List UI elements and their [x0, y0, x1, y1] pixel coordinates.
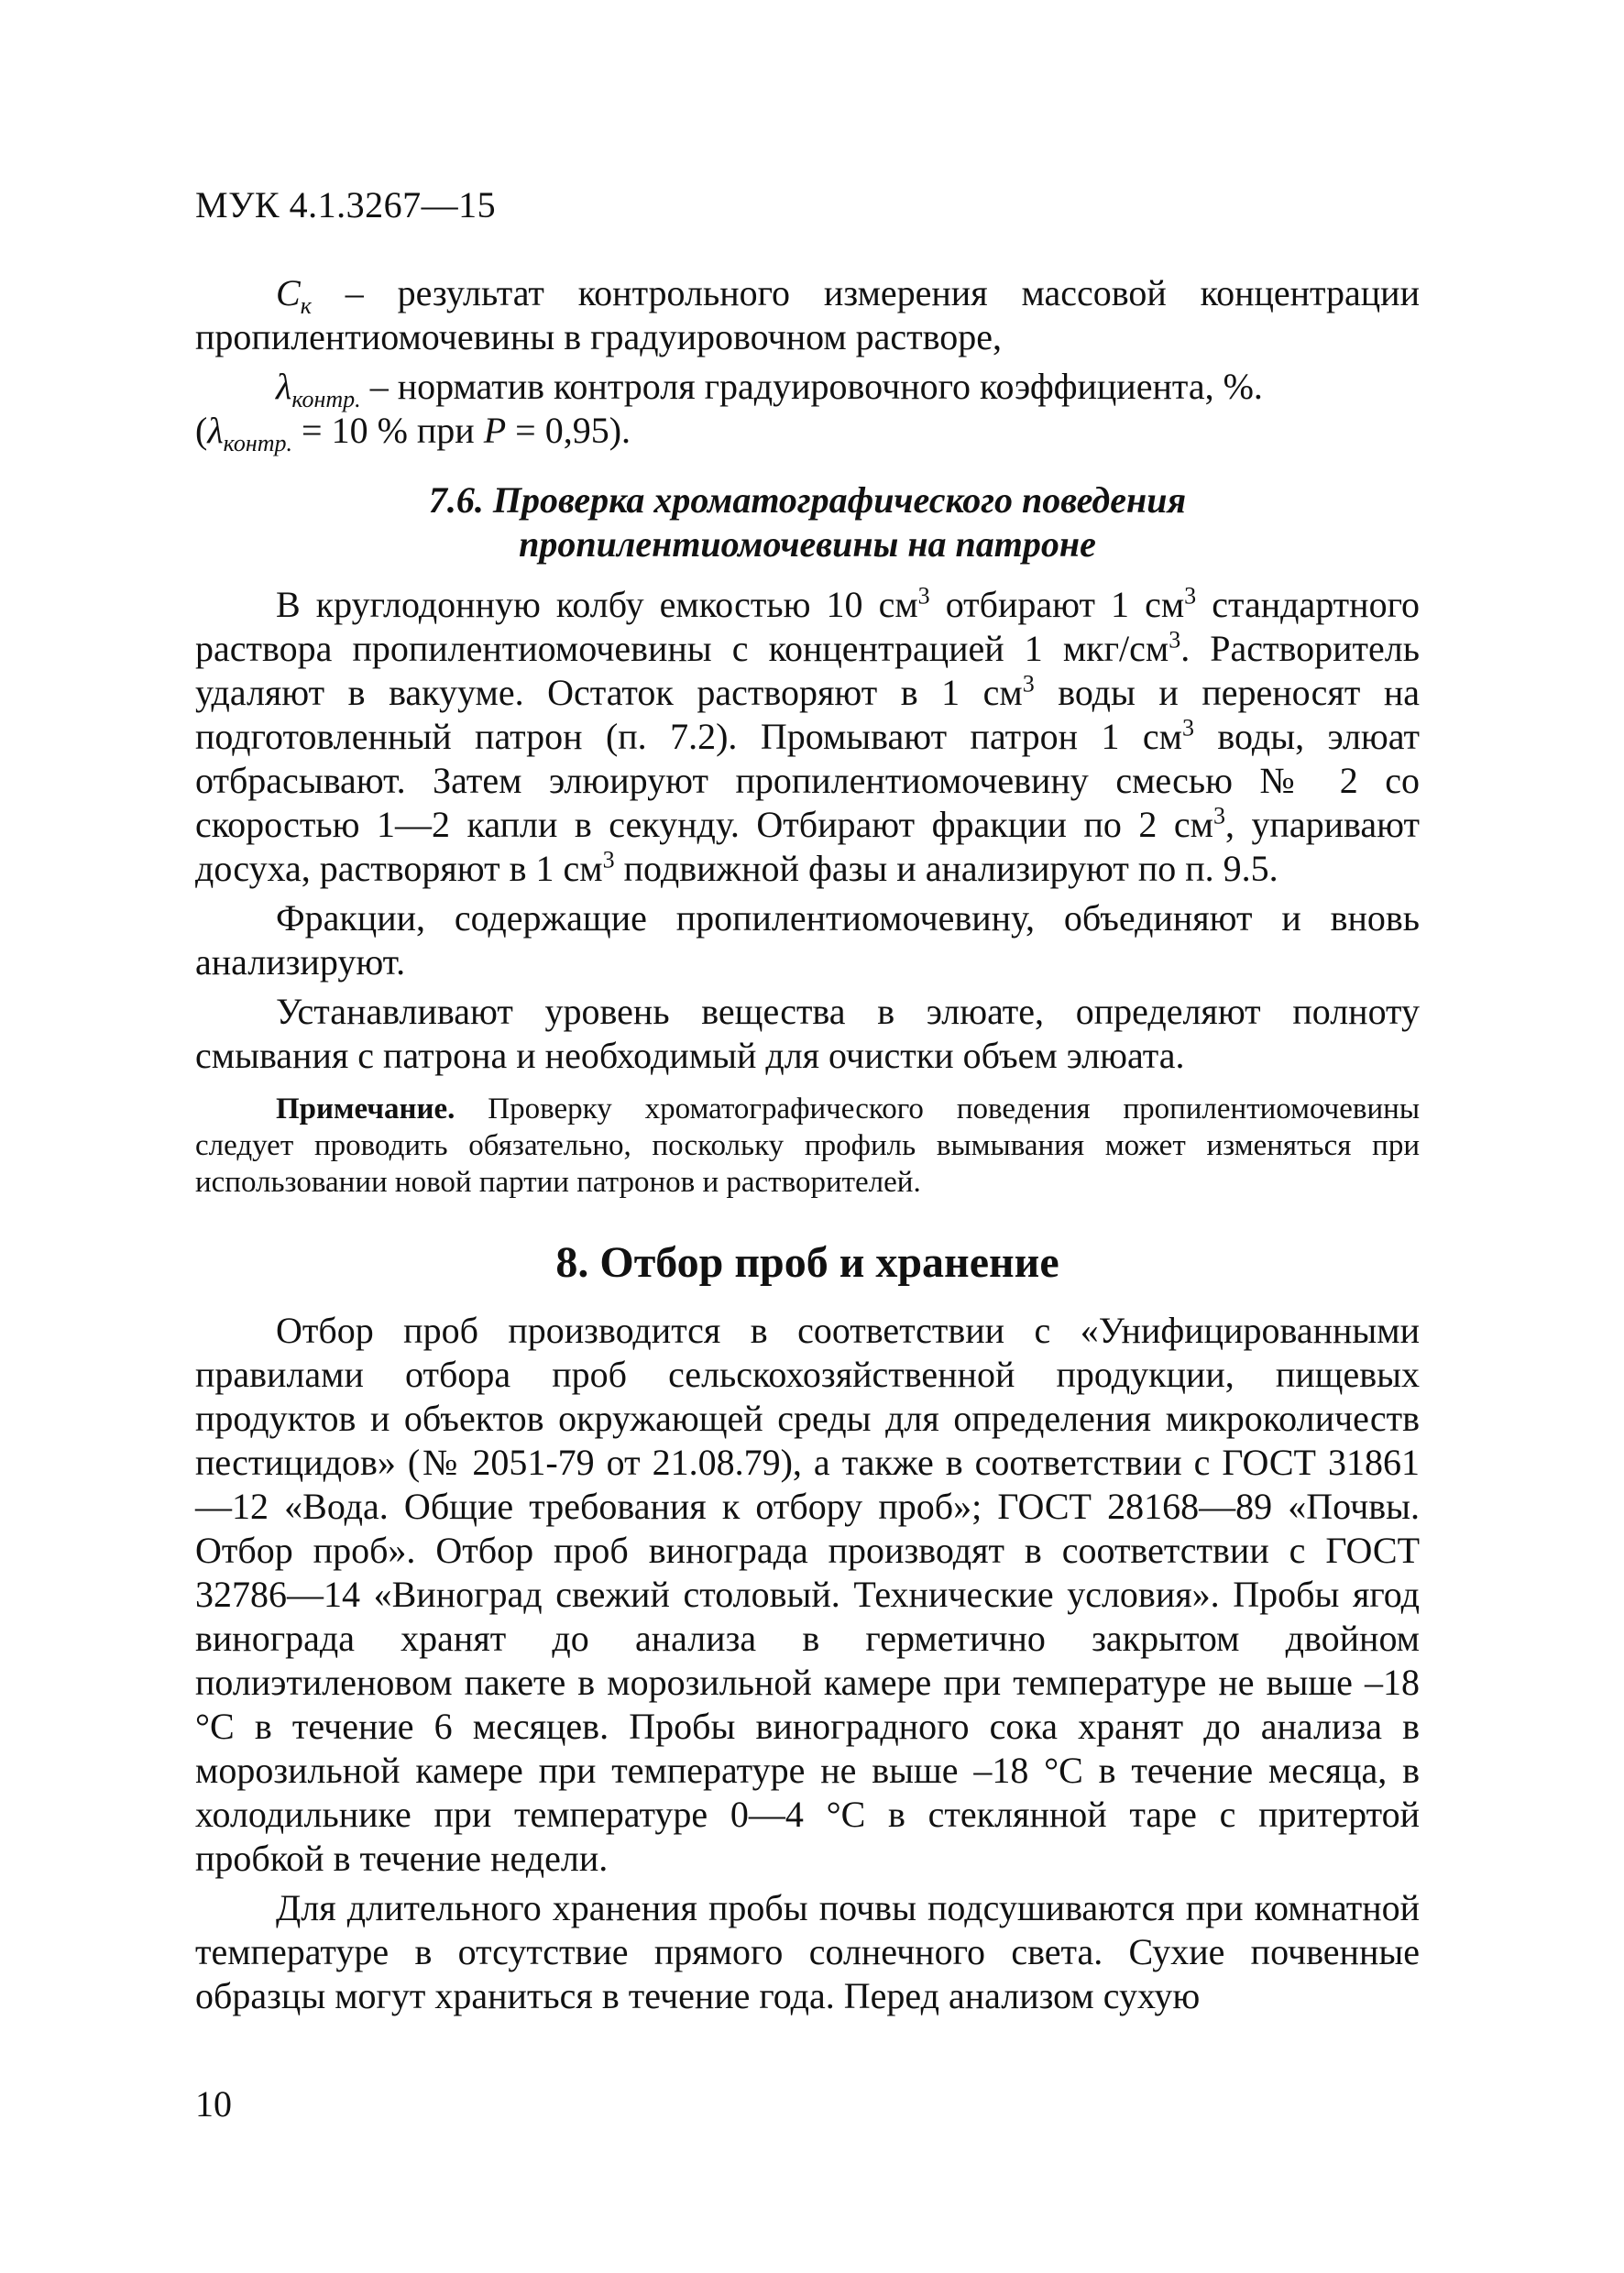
ck-symbol: С [276, 272, 301, 313]
lambda-symbol-2: λ [207, 410, 224, 451]
subsection-paragraph-1 [195, 583, 1420, 891]
p-symbol: P [483, 410, 507, 451]
sup-cubed-6: 3 [1213, 802, 1225, 829]
subsection-title [195, 478, 1420, 566]
p-value-text: = 0,95). [506, 410, 631, 451]
section-8-title: 8. Отбор проб и хранение [555, 1238, 1059, 1287]
sup-cubed-2: 3 [1184, 582, 1197, 609]
p1-segment-3: стандартного раствора пропилентиомочевины с концентрацией 1 мкг/см [195, 584, 1420, 669]
lambda-symbol: λ [276, 366, 292, 407]
ck-subscript: к [300, 292, 312, 319]
p1-segment-5: воды и переносят на подготовленный патрон (п. 7.2). Промывают патрон 1 см [195, 672, 1420, 757]
lambda-value-text: = 10 % при [292, 410, 484, 451]
definition-lambda [195, 365, 1420, 456]
sup-cubed-3: 3 [1169, 626, 1181, 653]
sup-cubed-1: 3 [917, 582, 930, 609]
subsection-paragraph-3: Устанавливают уровень вещества в элюате, определяют полноту смывания с патрона и необходимый для очистки объем элюата. [195, 991, 1420, 1076]
sup-cubed-4: 3 [1022, 670, 1035, 697]
page-number: 10 [195, 2083, 232, 2125]
note-label: Примечание. [276, 1093, 455, 1126]
p1-segment-6: воды, элюат отбрасывают. Затем элюируют пропилентиомочевину смесью № 2 со скоростью 1—2 капли в секунду. Отбирают фракции по 2 см [195, 716, 1420, 845]
subsection-title-line1: 7.6. Проверка хроматографического поведения [428, 479, 1187, 521]
lambda-value-open: ( [195, 410, 208, 451]
page-content [195, 271, 1420, 2018]
subsection-title-line2: пропилентиомочевины на патроне [519, 523, 1096, 565]
note-text: Проверку хроматографического поведения пропилентиомочевины следует проводить обязательно, поскольку профиль вымывания может изменяться при использовании новой партии патронов и растворителей. [195, 1093, 1420, 1199]
p1-segment-7: , упаривают досуха, растворяют в 1 см [195, 804, 1420, 889]
section-8-paragraph-2: Для длительного хранения пробы почвы подсушиваются при комнатной температуре в отсутствие прямого солнечного света. Сухие почвенные образцы могут храниться в течение года. Перед анализом сухую [195, 1887, 1420, 2016]
sup-cubed-7: 3 [602, 846, 615, 873]
p1-segment-8: подвижной фазы и анализируют по п. 9.5. [614, 848, 1278, 889]
subsection-paragraph-2: Фракции, содержащие пропилентиомочевину, объединяют и вновь анализируют. [195, 897, 1420, 983]
sup-cubed-5: 3 [1181, 714, 1194, 741]
lambda-subscript-2: контр. [223, 430, 293, 456]
lambda-definition-text: – норматив контроля градуировочного коэффициента, %. [360, 366, 1263, 407]
ck-definition-text: – результат контрольного измерения массовой концентрации пропилентиомочевины в градуировочном растворе, [195, 272, 1420, 357]
definition-ck [195, 271, 1420, 359]
lambda-subscript: контр. [291, 386, 361, 412]
section-8-paragraph-1: Отбор проб производится в соответствии с «Унифицированными правилами отбора проб сельскохозяйственной продукции, пищевых продуктов и объектов окружающей среды для определения микроколичеств пестицидов» (№ 2051-79 от 21.08.79), а также в соответствии с ГОСТ 31861—12 «Вода. Общие требования к отбору проб»; ГОСТ 28168—89 «Почвы. Отбор проб». Отбор проб винограда производят в соответствии с ГОСТ 32786—14 «Виноград свежий столовый. Технические условия». Пробы ягод винограда хранят до анализа в герметично закрытом двойном полиэтиленовом пакете в морозильной камере при температуре не выше –18 °С в течение 6 месяцев. Пробы виноградного сока хранят до анализа в морозильной камере при температуре не выше –18 °С в течение месяца, в холодильнике при температуре 0—4 °С в стеклянной таре с притертой пробкой в течение недели. [195, 1310, 1420, 1879]
note-paragraph [195, 1091, 1420, 1201]
p1-segment-2: отбирают 1 см [929, 584, 1185, 625]
p1-segment-1: В круглодонную колбу емкостью 10 см [276, 584, 918, 625]
document-code-header: МУК 4.1.3267—15 [195, 184, 497, 225]
p1-segment-4: . Растворитель удаляют в вакууме. Остаток растворяют в 1 см [195, 628, 1420, 713]
